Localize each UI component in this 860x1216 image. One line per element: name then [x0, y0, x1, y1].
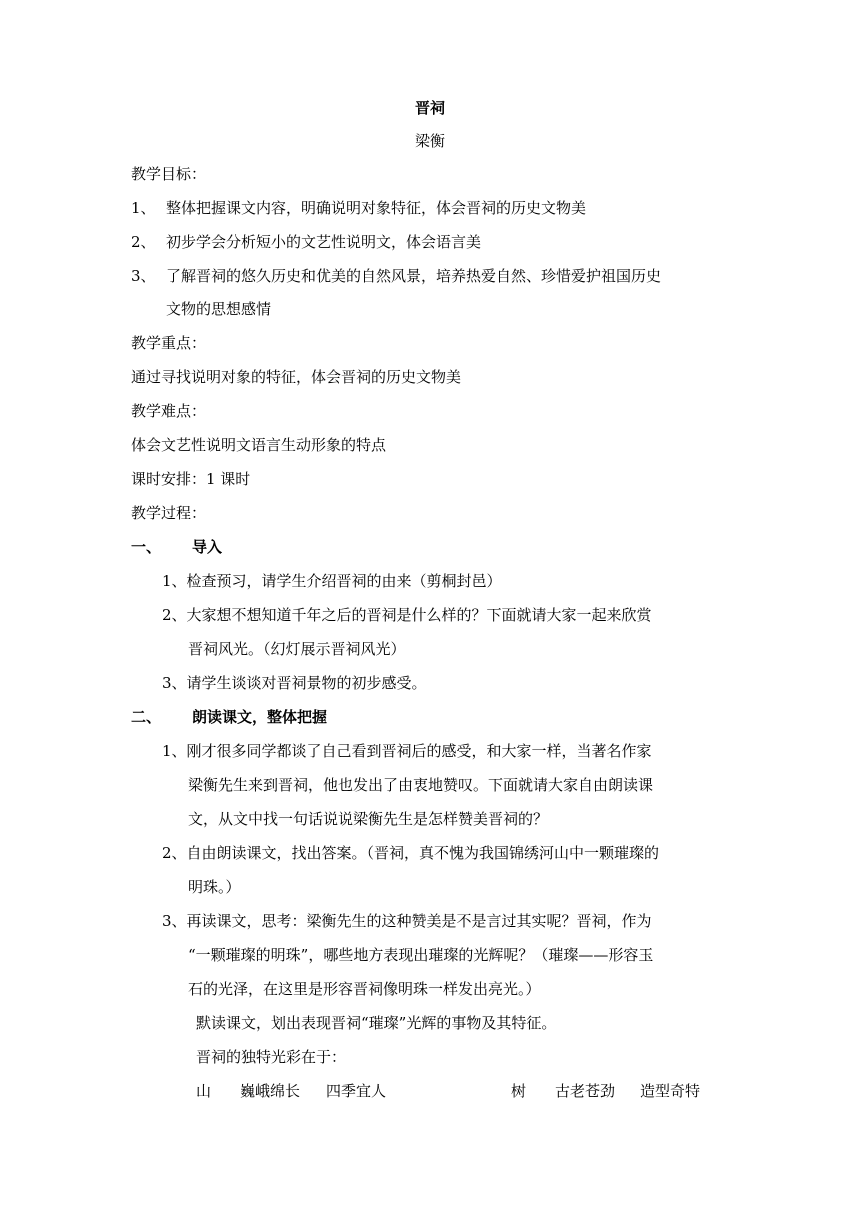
key-heading: 教学重点：: [131, 334, 207, 352]
schedule-text: 课时安排：1 课时: [131, 470, 251, 488]
section-2-number: 二、: [131, 708, 162, 726]
goal-number: 3、: [131, 267, 156, 285]
section-1-item-1: 1、检查预习，请学生介绍晋祠的由来（剪桐封邑）: [162, 572, 502, 590]
feature-tree-1: 古老苍劲: [555, 1082, 616, 1100]
process-heading: 教学过程：: [131, 504, 207, 522]
feature-tree-label: 树: [511, 1082, 527, 1100]
doc-title: 晋祠: [414, 99, 445, 117]
difficulty-text: 体会文艺性说明文语言生动形象的特点: [131, 436, 387, 454]
section-2-note-2: 晋祠的独特光彩在于：: [196, 1048, 347, 1066]
section-2-item-1: 1、刚才很多同学都谈了自己看到晋祠后的感受，和大家一样，当著名作家: [162, 742, 652, 760]
section-2-note-1: 默读课文，划出表现晋祠“璀璨”光辉的事物及其特征。: [196, 1014, 557, 1032]
goal-text-3: 了解晋祠的悠久历史和优美的自然风景，培养热爱自然、珍惜爱护祖国历史: [166, 267, 662, 285]
goal-item-3: [131, 266, 156, 286]
section-2-item-1-cont: 文，从文中找一句话说说梁衡先生是怎样赞美晋祠的？: [188, 810, 549, 828]
section-2-item-3-cont: 石的光泽，在这里是形容晋祠像明珠一样发出亮光。）: [188, 980, 541, 998]
goal-text-2: 初步学会分析短小的文艺性说明文，体会语言美: [166, 233, 482, 251]
goal-number: 1、: [131, 199, 156, 217]
section-1-item-2: 2、大家想不想知道千年之后的晋祠是什么样的？下面就请大家一起来欣赏: [162, 606, 652, 624]
goal-item-1: [131, 198, 156, 218]
key-text: 通过寻找说明对象的特征，体会晋祠的历史文物美: [131, 368, 462, 386]
goal-text-1: 整体把握课文内容，明确说明对象特征，体会晋祠的历史文物美: [166, 199, 587, 217]
goals-heading: 教学目标：: [131, 165, 207, 183]
section-1-item-2-cont: 晋祠风光。（幻灯展示晋祠风光）: [188, 640, 406, 658]
section-2-item-3: 3、再读课文，思考：梁衡先生的这种赞美是不是言过其实呢？晋祠，作为: [162, 912, 652, 930]
feature-mountain-1: 巍峨绵长: [240, 1082, 301, 1100]
section-1-number: 一、: [131, 538, 162, 556]
goal-text-3-cont: 文物的思想感情: [166, 300, 272, 318]
section-2-title: 朗读课文，整体把握: [192, 708, 328, 726]
goal-number: 2、: [131, 233, 156, 251]
feature-tree-2: 造型奇特: [640, 1082, 701, 1100]
section-1-title: 导入: [192, 538, 223, 556]
section-2-item-2-cont: 明珠。）: [188, 878, 241, 896]
section-1-item-3: 3、请学生谈谈对晋祠景物的初步感受。: [162, 674, 427, 692]
section-2-item-1-cont: 梁衡先生来到晋祠，他也发出了由衷地赞叹。下面就请大家自由朗读课: [188, 776, 654, 794]
section-2-item-2: 2、自由朗读课文，找出答案。（晋祠，真不愧为我国锦绣河山中一颗璀璨的: [162, 844, 660, 862]
doc-author: 梁衡: [414, 132, 445, 150]
feature-mountain-label: 山: [196, 1082, 212, 1100]
section-2-item-3-cont: “一颗璀璨的明珠”，哪些地方表现出璀璨的光辉呢？（璀璨——形容玉: [188, 946, 654, 964]
feature-mountain-2: 四季宜人: [326, 1082, 387, 1100]
difficulty-heading: 教学难点：: [131, 402, 207, 420]
goal-item-2: [131, 232, 156, 252]
